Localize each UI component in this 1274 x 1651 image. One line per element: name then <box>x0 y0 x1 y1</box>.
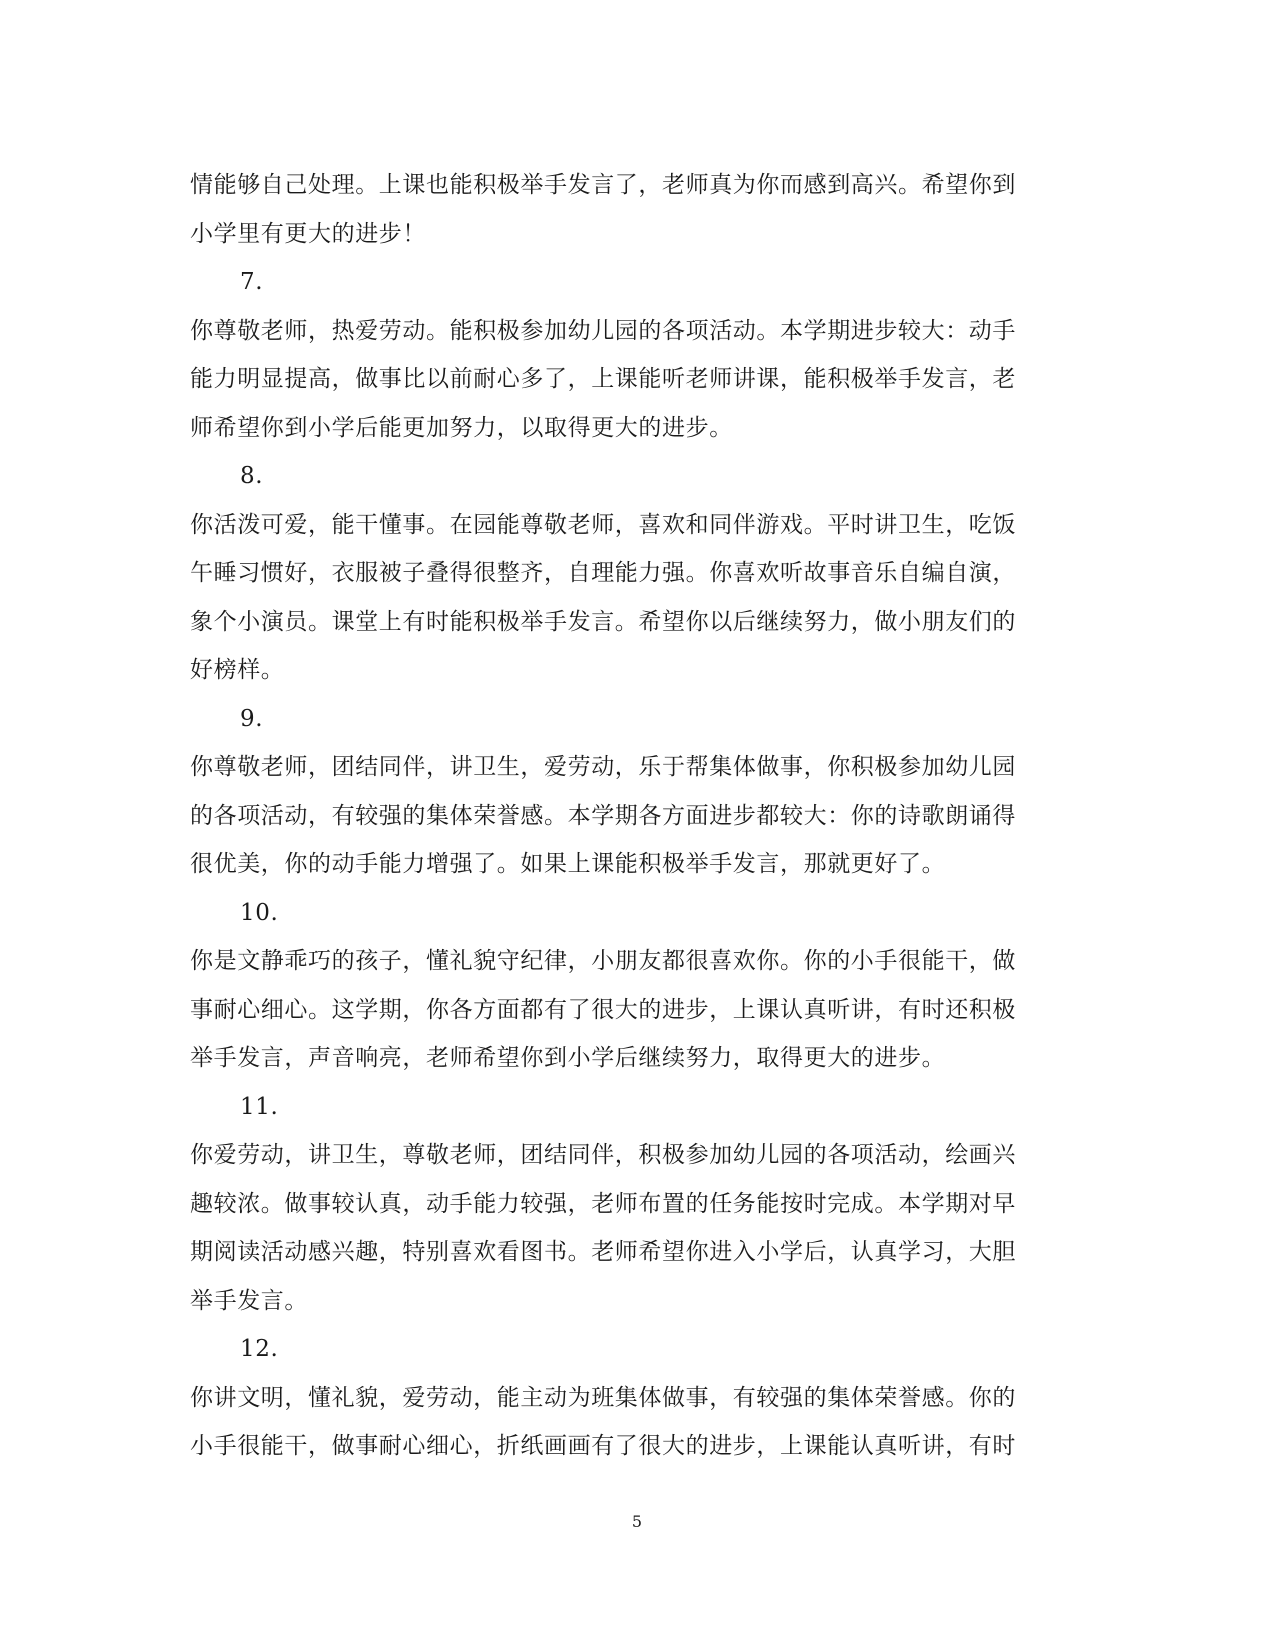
item-number: 9. <box>240 705 264 732</box>
text-line: 你活泼可爱，能干懂事。在园能尊敬老师，喜欢和同伴游戏。平时讲卫生，吃饭 <box>190 511 1016 538</box>
text-line: 举手发言，声音响亮，老师希望你到小学后继续努力，取得更大的进步。 <box>190 1045 946 1071</box>
item-number: 11. <box>240 1093 279 1120</box>
text-line: 小手很能干，做事耐心细心，折纸画画有了很大的进步，上课能认真听讲，有时 <box>190 1433 1016 1459</box>
text-line: 小学里有更大的进步！ <box>190 220 426 247</box>
text-line: 你讲文明，懂礼貌，爱劳动，能主动为班集体做事，有较强的集体荣誉感。你的 <box>190 1384 1016 1411</box>
text-line: 午睡习惯好，衣服被子叠得很整齐，自理能力强。你喜欢听故事音乐自编自演， <box>190 560 1016 586</box>
item-number: 8. <box>240 463 264 489</box>
text-line: 很优美，你的动手能力增强了。如果上课能积极举手发言，那就更好了。 <box>190 851 946 877</box>
text-line: 能力明显提高，做事比以前耐心多了，上课能听老师讲课，能积极举手发言，老 <box>190 366 1016 392</box>
text-line: 情能够自己处理。上课也能积极举手发言了，老师真为你而感到高兴。希望你到 <box>190 172 1016 198</box>
text-line: 好榜样。 <box>190 657 285 683</box>
text-line: 期阅读活动感兴趣，特别喜欢看图书。老师希望你进入小学后，认真学习，大胆 <box>190 1239 1016 1265</box>
item-number: 12. <box>240 1336 279 1362</box>
text-line: 趣较浓。做事较认真，动手能力较强，老师布置的任务能按时完成。本学期对早 <box>190 1190 1016 1217</box>
text-line: 你尊敬老师，团结同伴，讲卫生，爱劳动，乐于帮集体做事，你积极参加幼儿园 <box>190 754 1016 780</box>
text-line: 事耐心细心。这学期，你各方面都有了很大的进步，上课认真听讲，有时还积极 <box>190 996 1016 1023</box>
text-line: 你是文静乖巧的孩子，懂礼貌守纪律，小朋友都很喜欢你。你的小手很能干，做 <box>190 948 1016 974</box>
page-number: 5 <box>631 1512 643 1531</box>
text-line: 象个小演员。课堂上有时能积极举手发言。希望你以后继续努力，做小朋友们的 <box>190 608 1016 635</box>
text-line: 你尊敬老师，热爱劳动。能积极参加幼儿园的各项活动。本学期进步较大：动手 <box>190 317 1016 344</box>
item-number: 7. <box>240 269 264 295</box>
text-line: 你爱劳动，讲卫生，尊敬老师，团结同伴，积极参加幼儿园的各项活动，绘画兴 <box>190 1142 1016 1168</box>
text-line: 师希望你到小学后能更加努力，以取得更大的进步。 <box>190 414 733 441</box>
body-text <box>190 161 1070 1471</box>
text-line: 的各项活动，有较强的集体荣誉感。本学期各方面进步都较大：你的诗歌朗诵得 <box>190 802 1016 829</box>
text-line: 举手发言。 <box>190 1287 308 1314</box>
item-number: 10. <box>240 899 279 926</box>
